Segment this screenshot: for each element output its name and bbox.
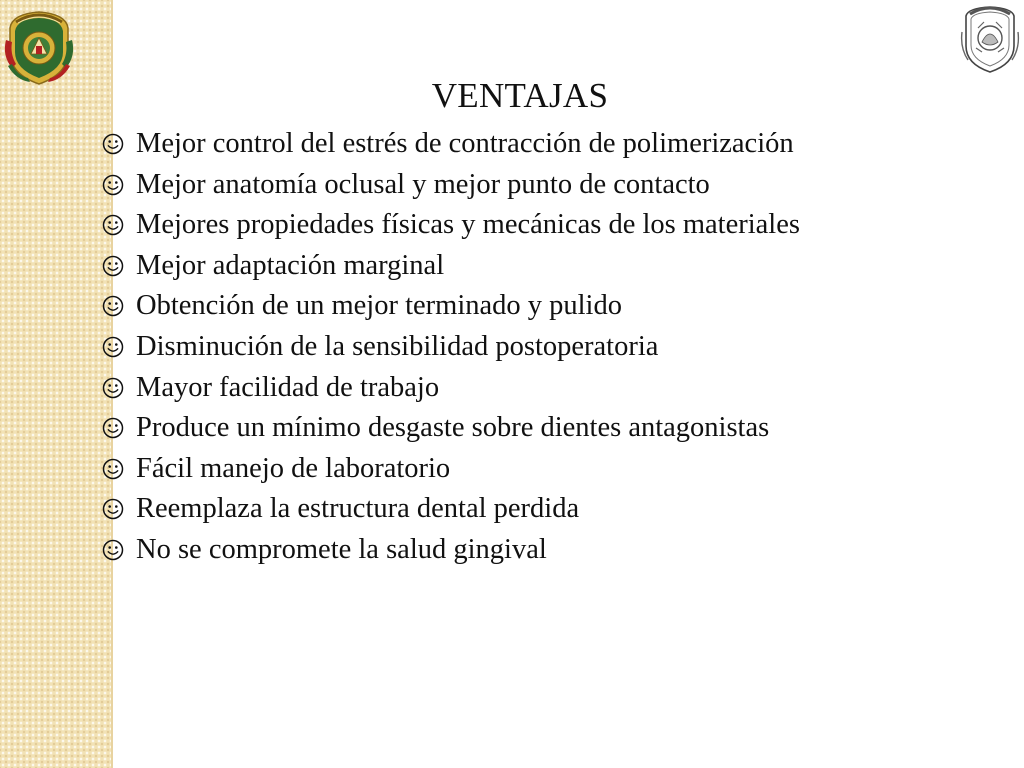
- list-item-text: Mejor control del estrés de contracción de polimerización: [136, 128, 794, 159]
- university-seal-icon: [2, 6, 76, 88]
- smiley-face-icon: [102, 208, 124, 230]
- list-item: [102, 530, 800, 571]
- list-item: [102, 124, 800, 165]
- smiley-face-icon: [102, 533, 124, 555]
- smiley-face-icon: [102, 371, 124, 393]
- list-item-text: No se compromete la salud gingival: [136, 533, 547, 565]
- smiley-face-icon: [102, 289, 124, 311]
- smiley-face-icon: [102, 127, 124, 149]
- advantages-list: [102, 124, 800, 571]
- smiley-face-icon: [102, 492, 124, 514]
- smiley-face-icon: [102, 168, 124, 190]
- smiley-face-icon: [102, 249, 124, 271]
- list-item-text: Disminución de la sensibilidad postoperatoria: [136, 330, 659, 362]
- list-item-text: Produce un mínimo desgaste sobre dientes antagonistas: [136, 412, 770, 444]
- list-item-text: Mejores propiedades físicas y mecánicas de los materiales: [136, 209, 800, 241]
- decorative-left-strip: [0, 0, 113, 768]
- list-item: [102, 489, 800, 530]
- smiley-face-icon: [102, 330, 124, 352]
- faculty-seal-icon: [960, 2, 1020, 76]
- list-item-text: Mayor facilidad de trabajo: [136, 371, 440, 403]
- list-item: [102, 246, 800, 287]
- list-item: [102, 449, 800, 490]
- list-item: [102, 165, 800, 206]
- list-item: [102, 286, 800, 327]
- list-item: [102, 205, 800, 246]
- list-item-text: Obtención de un mejor terminado y pulido: [136, 290, 622, 322]
- slide-title: VENTAJAS: [431, 76, 609, 115]
- smiley-face-icon: [102, 452, 124, 474]
- list-item-text: Fácil manejo de laboratorio: [136, 452, 451, 484]
- list-item-text: Mejor anatomía oclusal y mejor punto de contacto: [136, 168, 710, 200]
- list-item: [102, 327, 800, 368]
- smiley-face-icon: [102, 411, 124, 433]
- list-item: [102, 368, 800, 409]
- list-item: [102, 408, 800, 449]
- list-item-text: Mejor adaptación marginal: [136, 249, 445, 281]
- list-item-text: Reemplaza la estructura dental perdida: [136, 493, 580, 525]
